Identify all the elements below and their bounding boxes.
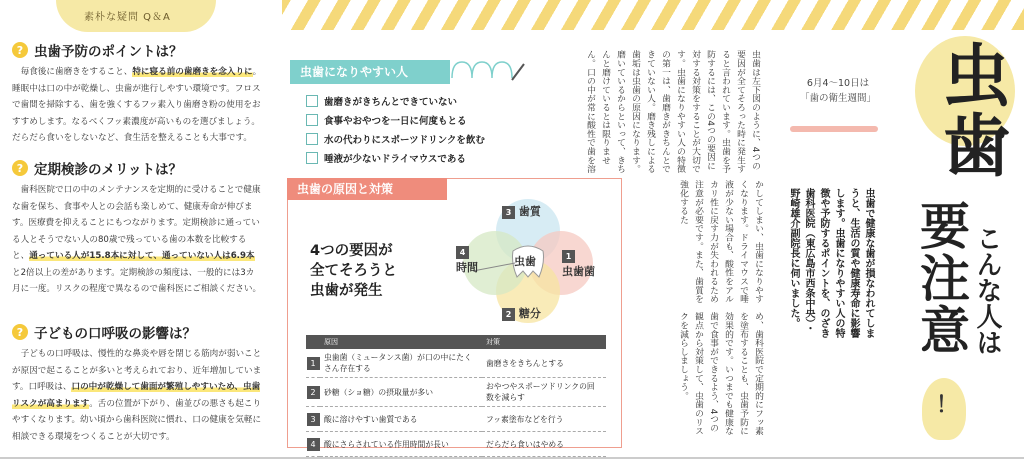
qa-column (6, 0, 268, 463)
venn-label-time: 4 時間 (456, 248, 478, 274)
exclamation-icon: ！ (936, 393, 959, 418)
venn-label-enamel: 3 歯質 (502, 203, 541, 219)
qa-item-mouth-breathing (12, 322, 262, 445)
title-main: 虫歯 (931, 40, 1010, 180)
checklist-item: 水の代わりにスポーツドリンクを飲む (306, 132, 485, 146)
checkbox-icon (306, 114, 318, 126)
cause-box-title: 虫歯の原因と対策 (287, 178, 447, 200)
lead-text: 虫歯で健康な歯が損なわれてしまうと、生活の質や健康寿命に影響します。虫歯になりやすい人の特徴や予防するポイントを、のざき歯科医院（東広島市西条中央）・野崎雄介副院長に伺いました。 (788, 188, 874, 338)
page-bottom-border (0, 457, 1024, 459)
table-row: 3 酸に溶けやすい歯質である フッ素塗布などを行う (306, 407, 606, 432)
body-text-3: め、歯科医院で定期的にフッ素を塗布することも、虫歯予防に効果的です。いつまでも健康な歯で食事ができるよう、4つの観点から対策して、虫歯のリスクを減らしましょう。 (678, 312, 763, 436)
checkbox-icon (306, 133, 318, 145)
toothbrush-illustration (790, 126, 878, 132)
question-icon: ? (12, 160, 28, 176)
checklist-item: 唾液が少ないドライマウスである (306, 151, 466, 165)
body-text-1: 虫歯は左下図のように、4つの要因が全てそろった時に発生すると言われています。虫歯を予防するには、この4つの要因に対する対策をすることが大切です。虫歯になりやすい人の特徴の第一は、歯磨きがきちんとできていない人。磨き残しによる歯垢は虫歯の原因になります。磨いているからといって、きちんと磨けているとは限りません。口の中が常に酸性で歯を溶 (585, 50, 760, 174)
teeth-illustration (450, 58, 528, 84)
answer-text: 子どもの口呼吸は、慢性的な鼻炎や唇を閉じる筋肉が弱いことが原因で起こることが多いと考えられており、近年増加しています。口呼吸は、口の中が乾燥して歯面が繁殖しやすいため、虫歯リスクが高まります。舌の位置が下がり、歯並びの悪さも起こりやすくなります。幼い頃から歯科医院に慣れ、口の健康を気軽に相談できる環境をつくることが大切です。 (12, 349, 262, 442)
checklist-item: 食事やおやつを一日に何度もとる (306, 113, 467, 127)
qa-item-checkup (12, 158, 262, 298)
table-header-cause: 原因 (320, 335, 482, 349)
question-icon: ? (12, 324, 28, 340)
qa-item-prevention (12, 40, 262, 147)
cause-measure-table (306, 335, 606, 457)
title-sub: こんな人は (972, 225, 1002, 355)
cause-measure-box (287, 178, 622, 448)
body-text-2: かしてしまい、虫歯になりやすくなります。ドライマウスで唾液が少ない場合も、酸性をアルカリ性に戻す力が失われるため注意が必要です。また、歯質を強化するた (678, 180, 763, 304)
venn-label-bacteria: 1 虫歯菌 (562, 252, 595, 278)
question-title: 虫歯予防のポイントは？ (34, 44, 183, 60)
title-secondary: 要注意 (912, 200, 970, 356)
table-header-measure: 対策 (482, 335, 606, 349)
answer-text: 歯科医院で口の中のメンテナンスを定期的に受けることで健康な歯を保ち、食事や人との会話も楽しめて、健康寿命が伸びます。医療費を抑えることにもつながります。定期検診に通っている人とそうでない人の80歳で残っている歯の本数を比較すると、通っている人が15.8本に対して、通っていない人は6.9本と2倍以上の差があります。定期検診の頻度は、一般的には3カ月に一度。リスクの程度で異なるので歯科医にご相談ください。 (12, 185, 262, 294)
risk-box-title: 虫歯になりやすい人 (290, 60, 450, 84)
risk-checklist-box (290, 58, 528, 168)
question-title: 子どもの口呼吸の影響は？ (34, 326, 196, 342)
table-row: 4 酸にさらされている作用時間が長い だらだら食いはやめる (306, 432, 606, 457)
answer-text: 毎食後に歯磨きをすること、特に寝る前の歯磨きを念入りに。睡眠中は口の中が乾燥し、虫歯が進行しやすい環境です。フロスで歯間を掃除する、歯を強くするフッ素入り歯磨き粉の使用をおすすめします。なるべくフッ素濃度が高いものを選びましょう。だらだら食いをしないなど、食生活を整えることも大事です。 (12, 67, 262, 143)
question-icon: ? (12, 42, 28, 58)
checkbox-icon (306, 152, 318, 164)
venn-label-sugar: 2 糖分 (502, 305, 541, 321)
qa-section-title: 素朴な疑問 Q＆A (84, 12, 171, 23)
venn-center-label: 虫歯 (514, 255, 536, 268)
checklist-item: 歯磨きがきちんとできていない (306, 94, 457, 108)
decorative-stripes (282, 0, 1024, 30)
table-row: 2 砂糖（ショ糖）の摂取量が多い おやつやスポーツドリンクの回数を減らす (306, 378, 606, 407)
table-row: 1 虫歯菌（ミュータンス菌）が口の中にたくさん存在する 歯磨きをきちんとする (306, 349, 606, 378)
question-title: 定期検診のメリットは？ (34, 162, 182, 178)
dental-week-note: 6月4〜10日は 「歯の衛生週間」 (799, 78, 876, 104)
checkbox-icon (306, 95, 318, 107)
venn-lead-text: 4つの要因が 全てそろうと 虫歯が発生 (310, 243, 397, 299)
